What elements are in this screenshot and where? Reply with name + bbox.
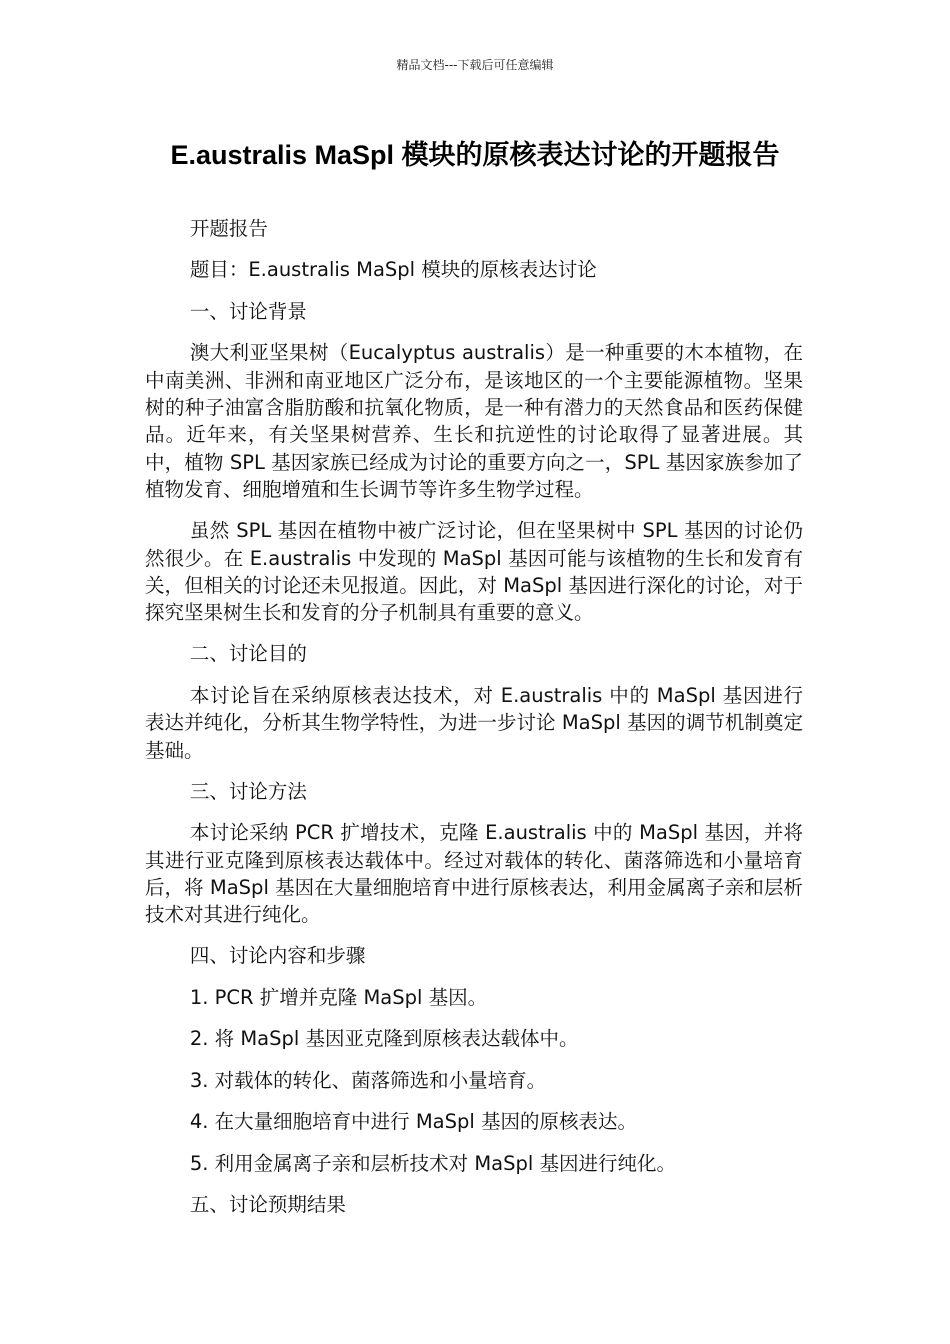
background-paragraph-2: 虽然 SPL 基因在植物中被广泛讨论，但在坚果树中 SPL 基因的讨论仍然很少。在 E.australis 中发现的 MaSpl 基因可能与该植物的生长和发育有关，但相关的讨论还未见报道。因此，对 MaSpl 基因进行深化的讨论，对于探究坚果树生长和发育的分子机制具有重要的意义。 — [145, 519, 803, 625]
step-item: 4. 在大量细胞培育中进行 MaSpl 基因的原核表达。 — [189, 1110, 637, 1134]
document-body — [145, 215, 803, 1233]
step-item: 3. 对载体的转化、菌落筛选和小量培育。 — [189, 1068, 547, 1092]
methods-paragraph: 本讨论采纳 PCR 扩增技术，克隆 E.australis 中的 MaSpl 基因，并将其进行亚克隆到原核表达载体中。经过对载体的转化、菌落筛选和小量培育后，将 MaSpl 基因在大量细胞培育中进行原核表达，利用金属离子亲和层析技术对其进行纯化。 — [145, 821, 803, 927]
step-item: 5. 利用金属离子亲和层析技术对 MaSpl 基因进行纯化。 — [189, 1151, 676, 1175]
step-item: 2. 将 MaSpl 基因亚克隆到原核表达载体中。 — [189, 1027, 579, 1051]
step-item: 1. PCR 扩增并克隆 MaSpl 基因。 — [189, 985, 488, 1009]
document-title: E.australis MaSpl 模块的原核表达讨论的开题报告 — [170, 140, 780, 170]
purpose-paragraph: 本讨论旨在采纳原核表达技术，对 E.australis 中的 MaSpl 基因进行表达并纯化，分析其生物学特性，为进一步讨论 MaSpl 基因的调节机制奠定基础。 — [145, 683, 803, 762]
section-heading-expected-results: 五、讨论预期结果 — [189, 1193, 346, 1217]
section-heading-methods: 三、讨论方法 — [189, 779, 307, 803]
page-header: 精品文档---下载后可任意编辑 — [396, 58, 554, 72]
section-heading-background: 一、讨论背景 — [189, 299, 307, 323]
background-paragraph-1: 澳大利亚坚果树（Eucalyptus australis）是一种重要的木本植物，在中南美洲、非洲和南亚地区广泛分布，是该地区的一个主要能源植物。坚果树的种子油富含脂肪酸和抗氧化物质，是一种有潜力的天然食品和医药保健品。近年来，有关坚果树营养、生长和抗逆性的讨论取得了显著进展。其中，植物 SPL 基因家族已经成为讨论的重要方向之一，SPL 基因家族参加了植物发育、细胞增殖和生长调节等许多生物学过程。 — [145, 341, 803, 501]
report-label: 开题报告 — [189, 217, 268, 240]
report-subject: 题目：E.australis MaSpl 模块的原核表达讨论 — [189, 258, 597, 282]
section-heading-purpose: 二、讨论目的 — [189, 642, 307, 666]
section-heading-steps: 四、讨论内容和步骤 — [189, 944, 366, 968]
